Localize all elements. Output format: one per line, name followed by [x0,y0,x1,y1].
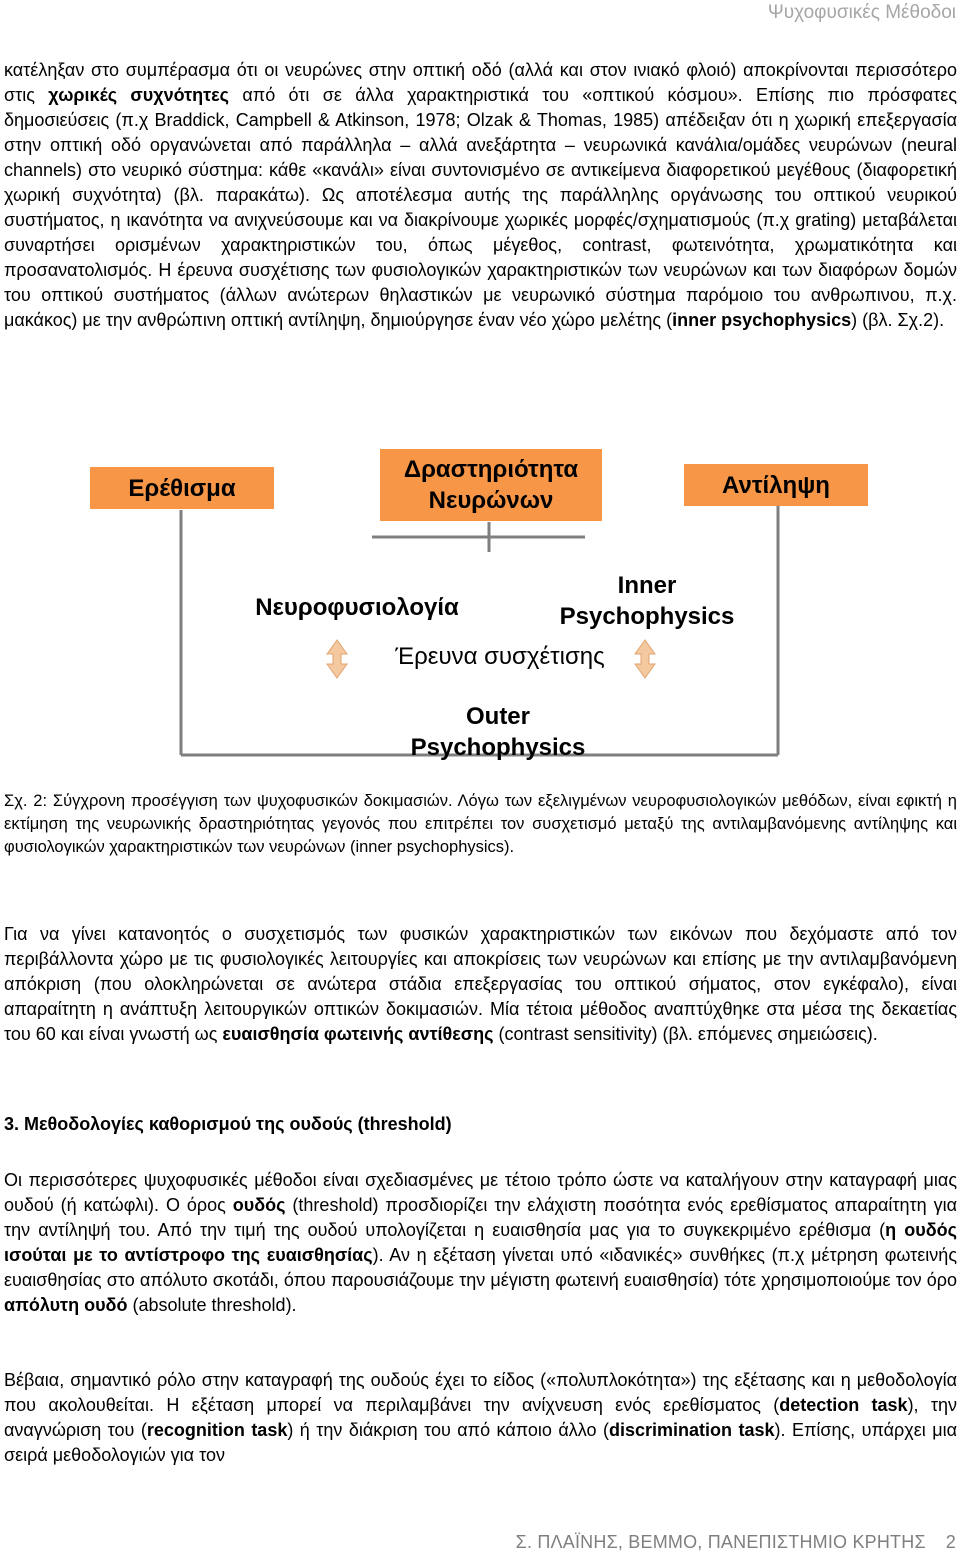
stimulus-box: Ερέθισμα [90,467,274,509]
double-arrow-left-icon [327,640,347,678]
paragraph-2: Για να γίνει κατανοητός ο συσχετισμός των φυσικών χαρακτηριστικών των εικόνων που δεχόμαστε από τον περιβάλλοντα χώρο με τις φυσιολογικές λειτουργίες και αποκρίσεις των νευρώνων και επίσης με την αντιλαμβανόμενη απόκριση (που ολοκληρώνεται σε ανώτερα στάδια επεξεργασίας του οπτικού σήματος, στον εγκέφαλο), είναι απαραίτητη η ανάπτυξη λειτουργικών οπτικών δοκιμασιών. Μία τέτοια μέθοδος αναπτύχθηκε στα μέσα της δεκαετίας του 60 και είναι γνωστή ως ευαισθησία φωτεινής αντίθεσης (contrast sensitivity) (βλ. επόμενες σημειώσεις). [4,924,957,1044]
perception-box: Αντίληψη [684,464,868,506]
intro-paragraph: κατέληξαν στο συμπέρασμα ότι οι νευρώνες στην οπτική οδό (αλλά και στον ινιακό φλοιό) αποκρίνονται περισσότερο στις χωρικές συχνότητες από ότι σε άλλα χαρακτηριστικά του «οπτικού κόσμου». Επίσης πιο πρόσφατες δημοσιεύσεις (π.χ Braddick, Campbell & Atkinson, 1978; Olzak & Thomas, 1985) απέδειξαν ότι η χωρική επεξεργασία στην οπτική οδό οργανώνεται από παράλληλα – αλλά ανεξάρτητα – νευρωνικά κανάλια/ομάδες νευρώνων (neural channels) στο νευρικό σύστημα: κάθε «κανάλι» είναι συντονισμένο σε αντικείμενα διαφορετικού μεγέθους (διαφορετική χωρική συχνότητα) (βλ. παρακάτω). Ως αποτέλεσμα αυτής της παράλληλης οργάνωσης του οπτικού νευρικού συστήματος, η ικανότητα να ανιχνεύσουμε και να διακρίνουμε χωρικές μορφές/σχηματισμούς (π.χ grating) μεταβάλεται συναρτήσει ορισμένων χαρακτηριστικών του, όπως μέγεθος, contrast, φωτεινότητα, χρωματικότητα και προσανατολισμός. Η έρευνα συσχέτισης των φυσιολογικών χαρακτηριστικών των νευρώνων και των διαφόρων δομών του οπτικού συστήματος (άλλων ανώτερων θηλαστικών με νευρωνικό σύστημα παρόμοιο του ανθρωπινου, π.χ. μακάκος) με την ανθρώπινη οπτική αντίληψη, δημιούργησε έναν νέο χώρο μελέτης (inner psychophysics) (βλ. Σχ.2). [4,60,957,330]
page-number: 2 [945,1532,956,1552]
outer-psychophysics-label: Outer Psychophysics [410,703,586,761]
double-arrow-right-icon [635,640,655,678]
neural-activity-box: Δραστηριότητα Νευρώνων [380,449,602,521]
figure-caption: Σχ. 2: Σύγχρονη προσέγγιση των ψυχοφυσικών δοκιμασιών. Λόγω των εξελιγμένων νευροφυσιολογικών μεθόδων, είναι εφικτή η εκτίμηση της νευρωνικής δραστηριότητας γεγονός που επιτρέπει τον συσχετισμό μεταξύ της αντιλαμβανόμενης αντίληψης και φυσιολογικών χαρακτηριστικών των νευρώνων (inner psychophysics). [4,792,957,856]
running-header: Ψυχοφυσικές Μέθοδοι [767,2,956,23]
paragraph-4: Βέβαια, σημαντικό ρόλο στην καταγραφή της ουδούς έχει το είδος («πολυπλοκότητα») της εξέτασης και η μεθοδολογία που ακολουθείται. Η εξέταση μπορεί να περιλαμβάνει την ανίχνευση ενός ερεθίσματος (detection task), την αναγνώριση του (recognition task) ή την διάκριση του από κάποιο άλλο (discrimination task). Επίσης, υπάρχει μια σειρά μεθοδολογιών για τον [4,1370,957,1465]
paragraph-3: Οι περισσότερες ψυχοφυσικές μέθοδοι είναι σχεδιασμένες με τέτοιο τρόπο ώστε να καταλήγουν στην καταγραφή μιας ουδού (ή κατώφλι). Ο όρος ουδός (threshold) προσδιορίζει την ελάχιστη ποσότητα ενός ερεθίσματος απαραίτητη για την αντίληψή του. Από την τιμή της ουδού υπολογίζεται η ευαισθησία μας για το συγκεκριμένο ερέθισμα (η ουδός ισούται με το αντίστροφο της ευαισθησίας). Αν η εξέταση γίνεται υπό «ιδανικές» συνθήκες (π.χ μέτρηση φωτεινής ευαισθησίας στο απόλυτο σκοτάδι, όπου παρουσιάζουμε την μέγιστη φωτεινή ευαισθησία) τότε χρησιμοποιούμε τον όρο απόλυτη ουδό (absolute threshold). [4,1170,958,1315]
section-heading: 3. Μεθοδολογίες καθορισμού της ουδούς (threshold) [4,1114,452,1134]
inner-psychophysics-label: Inner Psychophysics [559,572,735,630]
neurophysiology-label: Νευροφυσιολογία [255,594,459,621]
page-footer [516,1532,956,1553]
footer-author: Σ. ΠΛΑΪΝΗΣ, ΒΕΜΜΟ, ΠΑΝΕΠΙΣΤΗΜΙΟ ΚΡΗΤΗΣ [515,1532,926,1552]
correlation-research-label: Έρευνα συσχέτισης [395,643,605,670]
